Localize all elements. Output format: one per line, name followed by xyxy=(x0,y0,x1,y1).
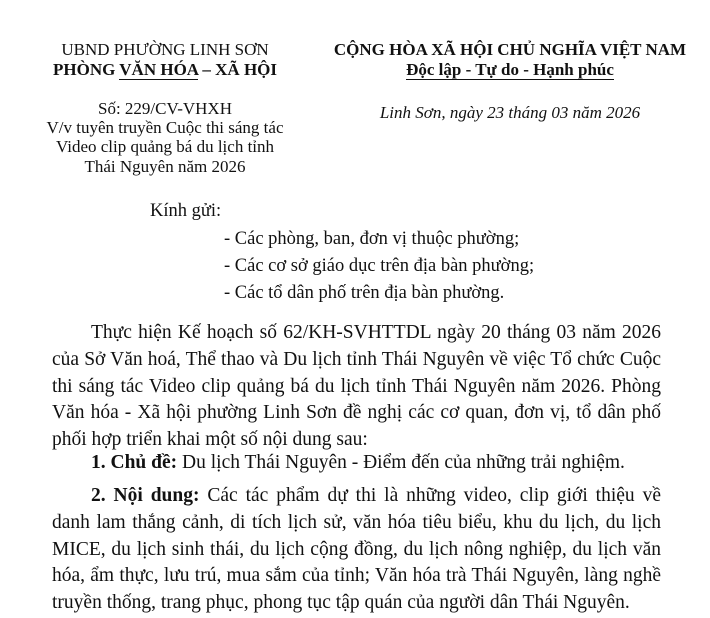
section-topic xyxy=(52,450,661,477)
subject-line-1: V/v tuyên truyền Cuộc thi sáng tác xyxy=(46,118,284,137)
section-topic-label: 1. Chủ đề: xyxy=(91,452,178,473)
issuing-authority: UBND PHƯỜNG LINH SƠN xyxy=(61,40,269,59)
recipient-item: - Các tổ dân phố trên địa bàn phường. xyxy=(224,283,505,303)
subject-line-2: Video clip quảng bá du lịch tỉnh xyxy=(55,137,275,156)
national-title: CỘNG HÒA XÃ HỘI CHỦ NGHĨA VIỆT NAM xyxy=(333,40,687,59)
subject-line-3: Thái Nguyên năm 2026 xyxy=(84,157,246,176)
section-content-label: 2. Nội dung: xyxy=(91,485,200,506)
department-suffix: – XÃ HỘI xyxy=(198,60,278,79)
intro-paragraph xyxy=(52,320,661,454)
department-name xyxy=(0,60,330,80)
department-underlined: VĂN HÓA xyxy=(119,60,199,79)
recipient-item: - Các phòng, ban, đơn vị thuộc phường; xyxy=(224,229,520,249)
recipients-label: Kính gửi: xyxy=(150,201,222,221)
section-content-text: Các tác phẩm dự thi là những video, clip giới thiệu về danh lam thắng cảnh, di tích lịch sử, văn hóa tiêu biểu, khu du lịch, du lịch MICE, du lịch sinh thái, du lịch cộng đồng, du lịch nông nghiệp, du lịch văn hóa, ẩm thực, lưu trú, mua sắm của tỉnh; Văn hóa trà Thái Nguyên, làng nghề truyền thống, trang phục, phong tục tập quán của người dân Thái Nguyên. xyxy=(52,485,661,614)
national-motto xyxy=(310,60,710,80)
motto-text: Độc lập - Tự do - Hạnh phúc xyxy=(406,60,614,79)
document-number: Số: 229/CV-VHXH xyxy=(98,99,232,118)
place-and-date: Linh Sơn, ngày 23 tháng 03 năm 2026 xyxy=(379,103,641,122)
section-topic-text: Du lịch Thái Nguyên - Điểm đến của những trải nghiệm. xyxy=(177,452,625,473)
recipient-item: - Các cơ sở giáo dục trên địa bàn phường; xyxy=(224,256,535,276)
department-prefix: PHÒNG xyxy=(52,60,120,79)
section-content xyxy=(52,483,661,617)
intro-text: Thực hiện Kế hoạch số 62/KH-SVHTTDL ngày 20 tháng 03 năm 2026 của Sở Văn hoá, Thể thao và Du lịch tỉnh Thái Nguyên về việc Tổ chức Cuộc thi sáng tác Video clip quảng bá du lịch tỉnh Thái Nguyên năm 2026. Phòng Văn hóa - Xã hội phường Linh Sơn đề nghị các cơ quan, đơn vị, tổ dân phố phối hợp triển khai một số nội dung sau: xyxy=(52,322,661,451)
